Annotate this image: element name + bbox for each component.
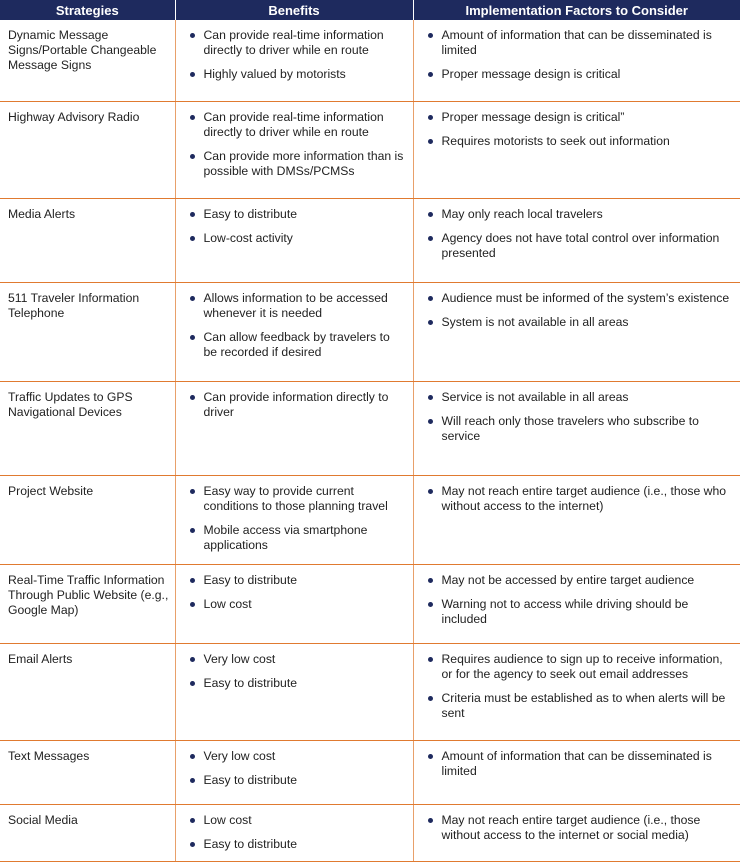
benefits-cell bbox=[175, 101, 413, 198]
benefits-list bbox=[184, 652, 407, 691]
factors-cell bbox=[413, 564, 740, 643]
table-row bbox=[0, 198, 740, 282]
list-item-text: May not be accessed by entire target audience bbox=[441, 572, 695, 587]
list-item-text: Low cost bbox=[203, 596, 252, 611]
factors-cell bbox=[413, 381, 740, 475]
bullet-icon bbox=[190, 602, 195, 607]
list-item bbox=[422, 231, 735, 261]
list-item bbox=[184, 484, 407, 514]
factors-list bbox=[422, 28, 735, 82]
benefits-cell bbox=[175, 804, 413, 861]
benefits-list bbox=[184, 207, 407, 246]
list-item bbox=[184, 149, 407, 179]
bullet-icon bbox=[428, 139, 433, 144]
strategy-cell: Social Media bbox=[0, 804, 175, 861]
list-item-text: Proper message design is critical bbox=[441, 67, 621, 81]
bullet-icon bbox=[428, 296, 433, 301]
bullet-icon bbox=[428, 320, 433, 325]
bullet-icon bbox=[190, 395, 195, 400]
factors-list bbox=[422, 813, 735, 843]
list-item bbox=[422, 110, 735, 125]
benefits-cell bbox=[175, 643, 413, 740]
benefits-list bbox=[184, 813, 407, 852]
factors-cell bbox=[413, 804, 740, 861]
factors-list bbox=[422, 484, 735, 514]
list-item-text: Low cost bbox=[203, 812, 252, 827]
list-item bbox=[184, 291, 407, 321]
bullet-icon bbox=[428, 657, 433, 662]
bullet-icon bbox=[190, 115, 195, 120]
table-body bbox=[0, 20, 740, 861]
bullet-icon bbox=[428, 395, 433, 400]
list-item-text: Very low cost bbox=[203, 651, 276, 666]
benefits-list bbox=[184, 291, 407, 360]
bullet-icon bbox=[190, 578, 195, 583]
table-row bbox=[0, 381, 740, 475]
list-item-text: Easy way to provide current conditions to those planning travel bbox=[203, 483, 388, 513]
table-row bbox=[0, 475, 740, 564]
benefits-cell bbox=[175, 20, 413, 101]
table-row bbox=[0, 101, 740, 198]
factors-list bbox=[422, 207, 735, 261]
list-item-text: Easy to distribute bbox=[203, 572, 297, 587]
strategy-cell: Dynamic Message Signs/Portable Changeable Message Signs bbox=[0, 20, 175, 101]
bullet-icon bbox=[190, 33, 195, 38]
list-item bbox=[184, 573, 407, 588]
bullet-icon bbox=[428, 115, 433, 120]
list-item bbox=[184, 207, 407, 222]
factors-cell bbox=[413, 740, 740, 804]
table-row bbox=[0, 643, 740, 740]
strategy-cell: Highway Advisory Radio bbox=[0, 101, 175, 198]
bullet-icon bbox=[190, 842, 195, 847]
factors-list bbox=[422, 749, 735, 779]
factors-list bbox=[422, 390, 735, 444]
bullet-icon bbox=[428, 33, 433, 38]
bullet-icon bbox=[190, 754, 195, 759]
bullet-icon bbox=[428, 818, 433, 823]
factors-cell bbox=[413, 643, 740, 740]
list-item-text: Can provide real-time information directly to driver while en route bbox=[203, 28, 384, 57]
list-item-text: Agency does not have total control over information presented bbox=[441, 230, 720, 260]
strategy-cell: Media Alerts bbox=[0, 198, 175, 282]
bullet-icon bbox=[190, 335, 195, 340]
factors-cell bbox=[413, 101, 740, 198]
strategy-cell: Traffic Updates to GPS Navigational Devices bbox=[0, 381, 175, 475]
benefits-list bbox=[184, 28, 407, 82]
bullet-icon bbox=[190, 818, 195, 823]
factors-list bbox=[422, 110, 735, 149]
bullet-icon bbox=[428, 236, 433, 241]
strategy-cell: 511 Traveler Information Telephone bbox=[0, 282, 175, 381]
list-item bbox=[184, 390, 407, 420]
list-item-text: Easy to distribute bbox=[203, 836, 297, 851]
bullet-icon bbox=[190, 154, 195, 159]
list-item bbox=[184, 676, 407, 691]
table-row bbox=[0, 282, 740, 381]
list-item-text: Service is not available in all areas bbox=[441, 389, 629, 404]
factors-list bbox=[422, 652, 735, 721]
list-item-text: Easy to distribute bbox=[203, 675, 297, 690]
list-item bbox=[422, 813, 735, 843]
list-item bbox=[422, 28, 735, 58]
list-item bbox=[184, 523, 407, 553]
list-item-text: Low-cost activity bbox=[203, 230, 293, 245]
list-item bbox=[184, 330, 407, 360]
list-item bbox=[184, 28, 407, 58]
list-item bbox=[184, 837, 407, 852]
factors-cell bbox=[413, 475, 740, 564]
bullet-icon bbox=[428, 72, 433, 77]
header-strategies: Strategies bbox=[0, 0, 175, 20]
factors-list bbox=[422, 573, 735, 627]
benefits-list bbox=[184, 749, 407, 788]
list-item bbox=[184, 67, 407, 82]
benefits-cell bbox=[175, 198, 413, 282]
list-item bbox=[422, 573, 735, 588]
bullet-icon bbox=[190, 778, 195, 783]
benefits-list bbox=[184, 110, 407, 179]
benefits-cell bbox=[175, 381, 413, 475]
strategy-cell: Real-Time Traffic Information Through Public Website (e.g., Google Map) bbox=[0, 564, 175, 643]
benefits-list bbox=[184, 390, 407, 420]
table-row bbox=[0, 564, 740, 643]
list-item-text: Very low cost bbox=[203, 748, 276, 763]
bullet-icon bbox=[428, 489, 433, 494]
benefits-cell bbox=[175, 564, 413, 643]
factors-cell bbox=[413, 198, 740, 282]
list-item bbox=[422, 291, 735, 306]
list-item bbox=[184, 110, 407, 140]
list-item-text: Allows information to be accessed whenever it is needed bbox=[203, 290, 388, 320]
list-item bbox=[422, 652, 735, 682]
list-item bbox=[184, 652, 407, 667]
list-item bbox=[184, 231, 407, 246]
table-row bbox=[0, 740, 740, 804]
bullet-icon bbox=[190, 681, 195, 686]
list-item-text: System is not available in all areas bbox=[441, 314, 629, 329]
list-item-text: May not reach entire target audience (i.e., those who without access to the internet) bbox=[441, 483, 727, 513]
list-item bbox=[184, 813, 407, 828]
list-item-text: Amount of information that can be disseminated is limited bbox=[441, 28, 712, 57]
list-item-text: Criteria must be established as to when alerts will be sent bbox=[441, 690, 726, 720]
bullet-icon bbox=[428, 578, 433, 583]
bullet-icon bbox=[190, 489, 195, 494]
list-item-text: Easy to distribute bbox=[203, 772, 297, 787]
list-item-text: Can provide real-time information directly to driver while en route bbox=[203, 109, 384, 139]
bullet-icon bbox=[190, 72, 195, 77]
strategy-cell: Text Messages bbox=[0, 740, 175, 804]
strategy-cell: Email Alerts bbox=[0, 643, 175, 740]
bullet-icon bbox=[190, 528, 195, 533]
list-item-text: Can allow feedback by travelers to be recorded if desired bbox=[203, 329, 390, 359]
bullet-icon bbox=[190, 236, 195, 241]
bullet-icon bbox=[428, 696, 433, 701]
list-item bbox=[184, 597, 407, 612]
bullet-icon bbox=[190, 212, 195, 217]
list-item-text: Proper message design is critical” bbox=[441, 109, 625, 124]
bullet-icon bbox=[428, 602, 433, 607]
factors-cell bbox=[413, 20, 740, 101]
list-item bbox=[422, 134, 735, 149]
list-item-text: Can provide more information than is possible with DMSs/PCMSs bbox=[203, 148, 404, 178]
strategy-cell: Project Website bbox=[0, 475, 175, 564]
table-row bbox=[0, 20, 740, 101]
list-item-text: Will reach only those travelers who subscribe to service bbox=[441, 413, 699, 443]
header-benefits: Benefits bbox=[175, 0, 413, 20]
benefits-cell bbox=[175, 740, 413, 804]
bullet-icon bbox=[428, 419, 433, 424]
list-item bbox=[422, 749, 735, 779]
list-item-text: Requires motorists to seek out information bbox=[441, 133, 670, 148]
header-implementation-factors: Implementation Factors to Consider bbox=[413, 0, 740, 20]
list-item-text: Highly valued by motorists bbox=[203, 67, 346, 81]
bullet-icon bbox=[190, 657, 195, 662]
factors-list bbox=[422, 291, 735, 330]
list-item bbox=[422, 207, 735, 222]
factors-cell bbox=[413, 282, 740, 381]
list-item bbox=[184, 773, 407, 788]
list-item-text: Audience must be informed of the system’s existence bbox=[441, 290, 730, 305]
list-item-text: Easy to distribute bbox=[203, 206, 297, 221]
benefits-list bbox=[184, 484, 407, 553]
benefits-cell bbox=[175, 282, 413, 381]
list-item bbox=[422, 390, 735, 405]
bullet-icon bbox=[428, 754, 433, 759]
list-item bbox=[422, 67, 735, 82]
list-item-text: Requires audience to sign up to receive information, or for the agency to seek out email addresses bbox=[441, 651, 723, 681]
list-item-text: May not reach entire target audience (i.e., those without access to the internet or social media) bbox=[441, 812, 701, 842]
table-row bbox=[0, 804, 740, 861]
list-item-text: Amount of information that can be disseminated is limited bbox=[441, 748, 712, 778]
header-row bbox=[0, 0, 740, 20]
list-item-text: May only reach local travelers bbox=[441, 206, 603, 221]
bullet-icon bbox=[190, 296, 195, 301]
benefits-list bbox=[184, 573, 407, 612]
list-item bbox=[422, 414, 735, 444]
list-item bbox=[422, 484, 735, 514]
list-item bbox=[422, 597, 735, 627]
table-header bbox=[0, 0, 740, 20]
list-item bbox=[184, 749, 407, 764]
list-item-text: Warning not to access while driving should be included bbox=[441, 596, 689, 626]
list-item bbox=[422, 315, 735, 330]
benefits-cell bbox=[175, 475, 413, 564]
bullet-icon bbox=[428, 212, 433, 217]
list-item-text: Mobile access via smartphone applications bbox=[203, 522, 368, 552]
list-item-text: Can provide information directly to driver bbox=[203, 389, 389, 419]
list-item bbox=[422, 691, 735, 721]
